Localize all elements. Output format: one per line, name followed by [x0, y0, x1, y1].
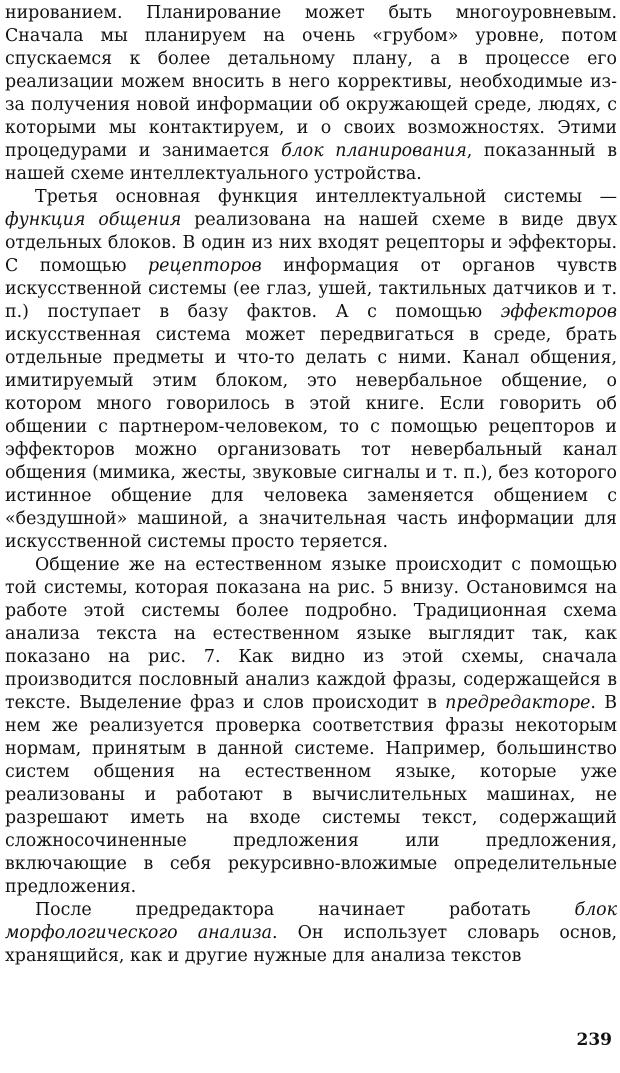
paragraph-2	[5, 186, 617, 554]
text-segment: Общение же на естественном языке происходит с помощью той системы, которая показана на рис. 5 внизу. Остановимся на работе этой системы более подробно. Традиционная схема анализа текста на естественном языке выглядит так, как показано на рис. 7. Как видно из этой схемы, сначала производится пословный анализ каждой фразы, содержащейся в тексте. Выделение фраз и слов происходит в	[5, 555, 617, 713]
text-segment: реализована на нашей схеме в виде двух отдельных блоков. В один из них входят рецепторы и эффекторы. С помощью	[5, 210, 617, 276]
text-segment: Третья основная функция интеллектуальной системы —	[35, 187, 617, 207]
page-number: 239	[576, 1030, 612, 1050]
page-body	[5, 2, 617, 968]
paragraph-3	[5, 554, 617, 899]
text-segment: . В нем же реализуется проверка соответствия фразы некоторым нормам, принятым в данной системе. Например, большинство систем общения на естественном языке, которые уже реализованы и работают в вычислительных машинах, не разрешают иметь на входе системы текст, содержащий сложносочиненные предложения или предложения, включающие в себя рекурсивно-вложимые определительные предложения.	[5, 693, 618, 897]
text-segment: искусственная система может передвигаться в среде, брать отдельные предметы и что-то делать с ними. Канал общения, имитируемый этим блоком, это невербальное общение, о котором много говорилось в этой книге. Если говорить об общении с партнером-человеком, то с помощью рецепторов и эффекторов можно организовать тот невербальный канал общения (мимика, жесты, звуковые сигналы и т. п.), без которого истинное общение для человека заменяется общением с «бездушной» машиной, а значительная часть информации для искусственной системы просто теряется.	[5, 325, 617, 552]
italic-term-receptors: рецепторов	[147, 256, 262, 276]
text-segment: После предредактора начинает работать	[35, 900, 575, 920]
paragraph-1	[5, 2, 617, 186]
text-segment: нированием. Планирование может быть многоуровневым. Сначала мы планируем на очень «грубом» уровне, потом спускаемся к более детальному плану, а в процессе его реализации можем вносить в него коррективы, необходимые из-за получения новой информации об окружающей среде, людях, с которыми мы контактируем, и о своих возможностях. Этими процедурами и занимается	[5, 3, 617, 161]
italic-term-preeditor: предредакторе	[445, 693, 591, 713]
paragraph-4	[5, 899, 617, 968]
italic-term-communication-function: функция общения	[5, 210, 182, 230]
text-segment: . Он использует словарь основ, хранящийся, как и другие нужные для анализа текстов	[5, 923, 617, 966]
italic-term-morphology-block: блок морфологического анализа	[5, 900, 617, 943]
text-segment: информация от органов чувств искусственной системы (ее глаз, ушей, тактильных датчиков и т. п.) поступает в базу фактов. А с помощью	[5, 256, 617, 322]
text-segment: , показанный в нашей схеме интеллектуального устройства.	[5, 141, 617, 184]
italic-term-effectors: эффекторов	[500, 302, 617, 322]
italic-term-planning-block: блок планирования	[281, 141, 467, 161]
